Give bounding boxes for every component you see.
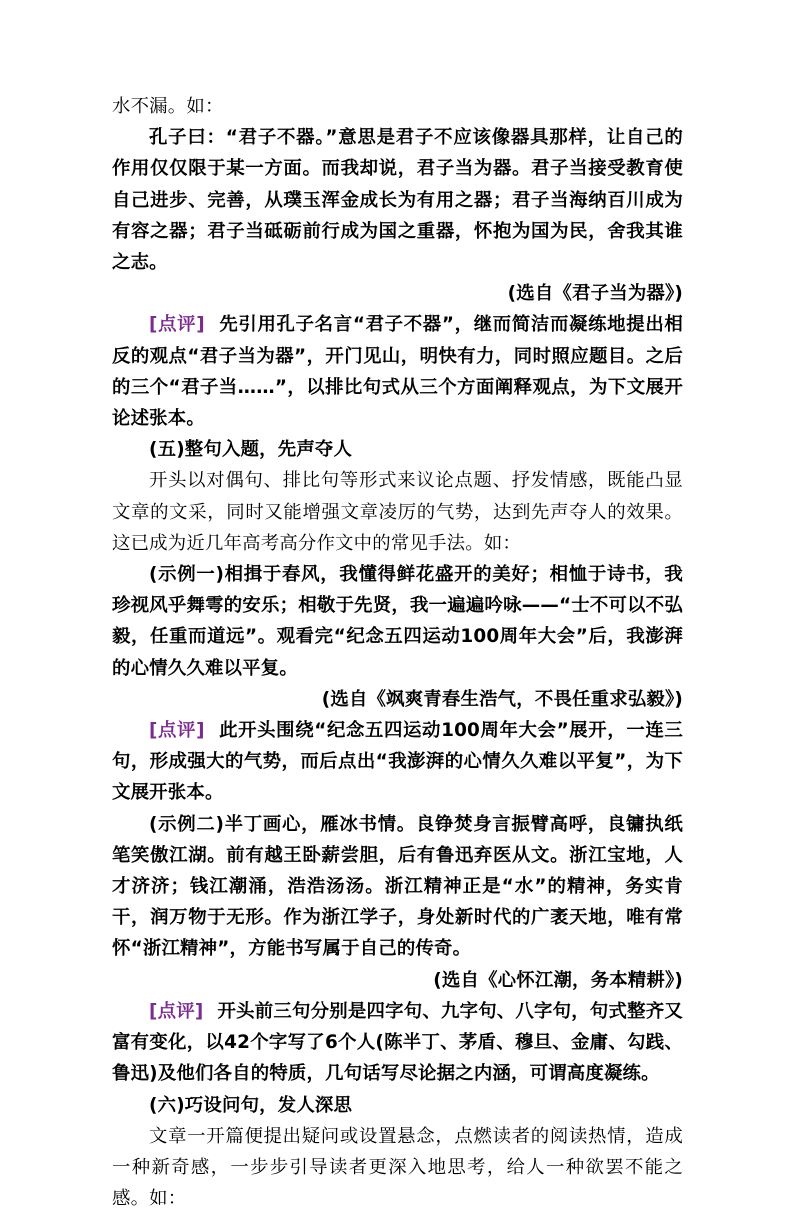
source-citation: (选自《飒爽青春生浩气，不畏任重求弘毅》) (321, 688, 683, 710)
section-heading: (五)整句入题，先声夺人 (149, 439, 353, 461)
commentary-paragraph (112, 996, 683, 1090)
commentary-label: [点评] (149, 720, 205, 742)
section-heading: (六)巧设问句，发人深思 (149, 1094, 353, 1116)
example-two-paragraph: (示例二)半丁画心，雁冰书情。良铮焚身言振臂高呼，良镛执纸笔笑傲江湖。前有越王卧薪尝胆，后有鲁迅弃医从文。浙江宝地，人才济济；钱江潮涌，浩浩汤汤。浙江精神正是“水”的精神，务实肯干，润万物于无形。作为浙江学子，身处新时代的广袤天地，唯有常怀“浙江精神”，方能书写属于自己的传奇。 (112, 813, 683, 960)
paragraph-example-quote: 孔子曰：“君子不器。”意思是君子不应该像器具那样，让自己的作用仅仅限于某一方面。而我却说，君子当为器。君子当接受教育使自己进步、完善，从璞玉浑金成长为有用之器；君子当海纳百川成为有容之器；君子当砥砺前行成为国之重器，怀抱为国为民，舍我其谁之志。 (112, 127, 683, 274)
commentary-paragraph (112, 309, 683, 434)
source-citation: (选自《君子当为器》) (507, 283, 683, 305)
commentary-label: [点评] (149, 1000, 204, 1022)
example-one-paragraph: (示例一)相揖于春风，我懂得鲜花盛开的美好；相恤于诗书，我珍视风乎舞雩的安乐；相敬于先贤，我一遍遍吟咏——“士不可以不弘毅，任重而道远”。观看完“纪念五四运动100周年大会”后，我澎湃的心情久久难以平复。 (112, 564, 683, 679)
source-citation: (选自《心怀江潮，务本精耕》) (433, 969, 683, 991)
body-paragraph: 文章一开篇便提出疑问或设置悬念，点燃读者的阅读热情，造成一种新奇感，一步步引导读者更深入地思考，给人一种欲罢不能之感。如： (112, 1125, 683, 1210)
paragraph-continuation: 水不漏。如： (112, 96, 224, 117)
document-page (112, 91, 683, 1214)
commentary-text: 开头前三句分别是四字句、九字句、八字句，句式整齐又富有变化，以42个字写了6个人(陈半丁、茅盾、穆旦、金庸、勾践、鲁迅)及他们各自的特质，几句话写尽论据之内涵，可谓高度凝练。 (112, 1000, 683, 1085)
body-paragraph: 开头以对偶句、排比句等形式来议论点题、抒发情感，既能凸显文章的文采，同时又能增强文章凌厉的气势，达到先声夺人的效果。这已成为近几年高考高分作文中的常见手法。如： (112, 470, 683, 554)
commentary-paragraph (112, 715, 683, 809)
commentary-text: 此开头围绕“纪念五四运动100周年大会”展开，一连三句，形成强大的气势，而后点出“我澎湃的心情久久难以平复”，为下文展开张本。 (112, 720, 683, 804)
commentary-text: 先引用孔子名言“君子不器”，继而简洁而凝练地提出相反的观点“君子当为器”，开门见山，明快有力，同时照应题目。之后的三个“君子当……”，以排比句式从三个方面阐释观点，为下文展开论述张本。 (112, 314, 683, 430)
commentary-label: [点评] (149, 314, 205, 336)
